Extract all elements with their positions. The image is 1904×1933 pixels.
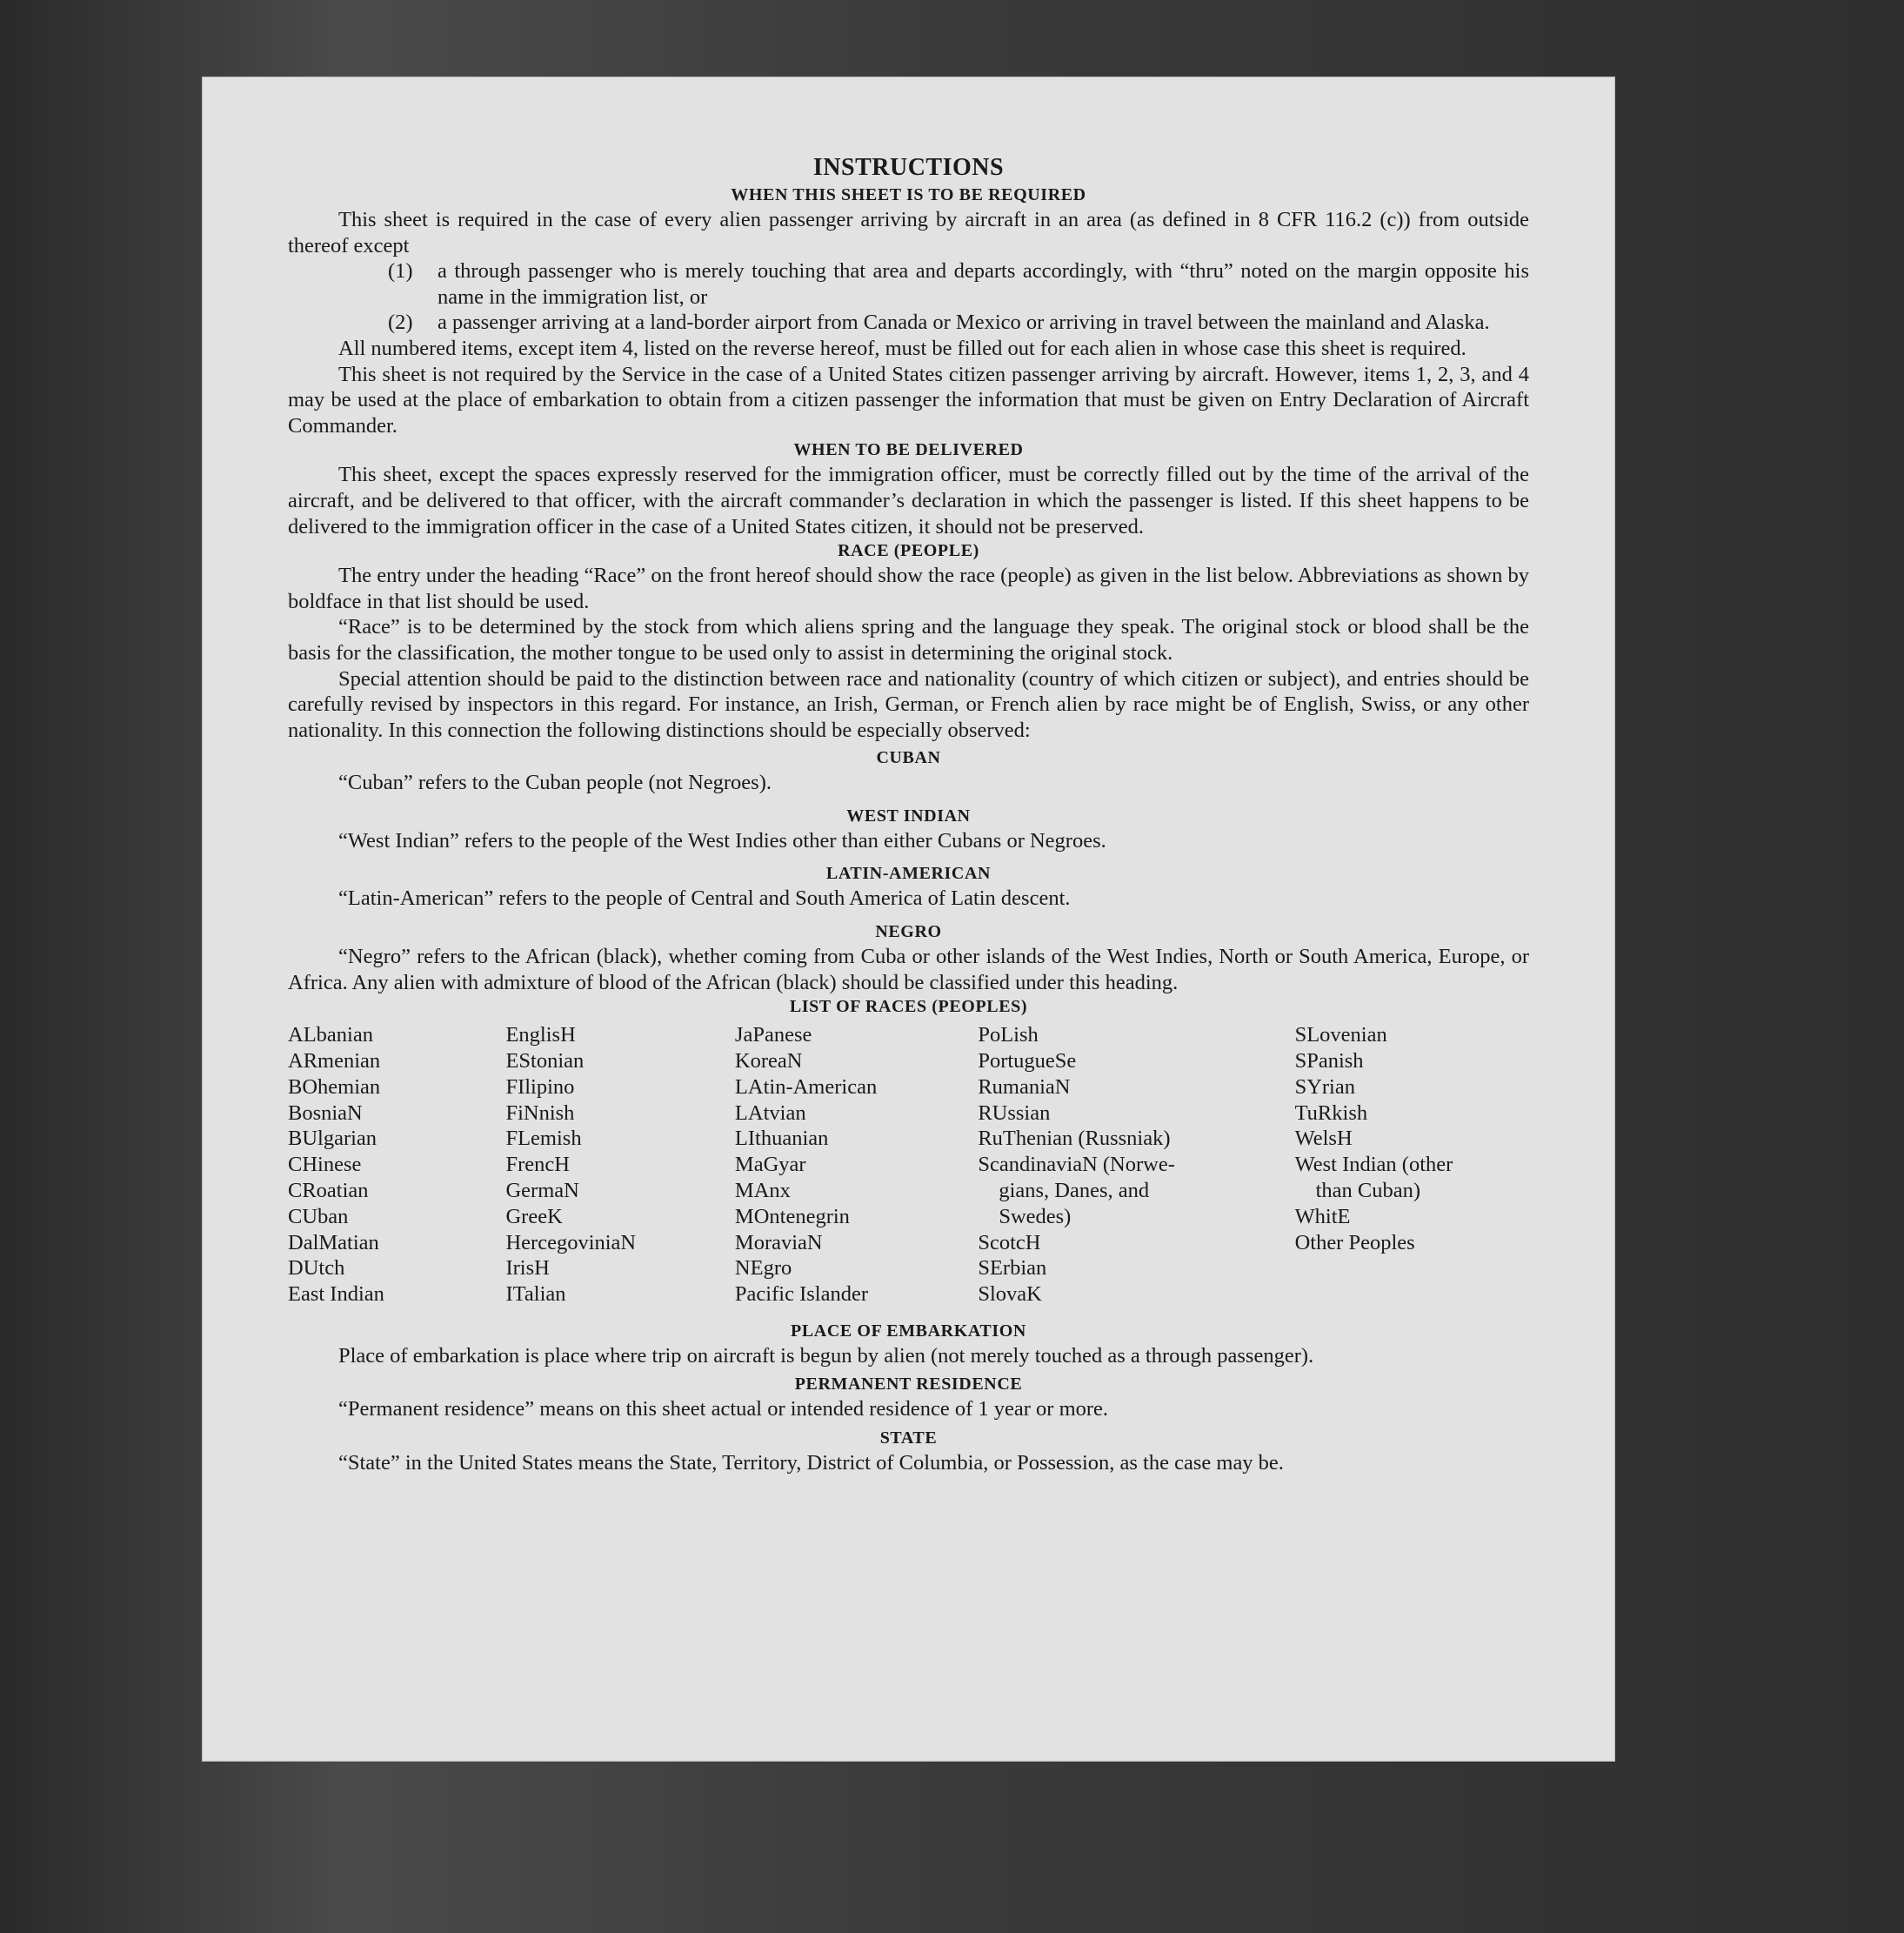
race-item: Pacific Islander <box>734 1282 868 1307</box>
section-heading-negro: NEGRO <box>875 922 942 942</box>
section-heading-residence: PERMANENT RESIDENCE <box>794 1374 1023 1394</box>
race-item: ARmenian <box>288 1049 381 1074</box>
race-item: DUtch <box>288 1256 345 1281</box>
list-item <box>288 310 1529 336</box>
race-item: MoraviaN <box>734 1230 823 1254</box>
race-item: GreeK <box>505 1204 563 1228</box>
race-item: RUssian <box>978 1100 1051 1125</box>
section-heading-latin-american: LATIN-AMERICAN <box>825 864 992 884</box>
race-item: MOntenegrin <box>734 1204 850 1228</box>
race-item: RuThenian (Russniak) <box>978 1127 1171 1151</box>
race-item: East Indian <box>288 1282 384 1307</box>
race-item: EStonian <box>505 1049 585 1074</box>
paragraph: “Negro” refers to the African (black), whether coming from Cuba or other islands of the West Indies, North or South America, Europe, or Africa. Any alien with admixture of blood of the African (black) should be classified under this heading. <box>288 945 1529 994</box>
race-item: HercegoviniaN <box>505 1230 637 1254</box>
race-item: gians, Danes, and <box>999 1179 1150 1203</box>
race-item: SYrian <box>1294 1074 1355 1099</box>
race-item: JaPanese <box>734 1023 812 1047</box>
race-item: PoLish <box>978 1023 1039 1047</box>
race-item: TuRkish <box>1294 1100 1368 1125</box>
list-item <box>288 258 1529 310</box>
paragraph: “Race” is to be determined by the stock from which aliens spring and the language they speak. The original stock or blood shall be the basis for the classification, the mother tongue to be used only to assist in determining the original stock. <box>288 615 1529 665</box>
race-item: ScotcH <box>978 1230 1041 1254</box>
races-column <box>978 1022 1294 1308</box>
race-item: Swedes) <box>999 1204 1072 1228</box>
race-item: West Indian (other <box>1294 1153 1453 1177</box>
list-item-text: a passenger arriving at a land-border airport from Canada or Mexico or arriving in travel between the mainland and Alaska. <box>438 311 1490 335</box>
race-item: MAnx <box>734 1179 791 1203</box>
race-item: IrisH <box>505 1256 550 1281</box>
races-column <box>288 1022 505 1308</box>
paragraph: All numbered items, except item 4, listed on the reverse hereof, must be filled out for each alien in whose case this sheet is required. <box>338 336 1466 360</box>
race-item: FiNnish <box>505 1100 575 1125</box>
section-heading-state: STATE <box>879 1428 938 1448</box>
paragraph: This sheet, except the spaces expressly reserved for the immigration officer, must be correctly filled out by the time of the arrival of the aircraft, and be delivered to that officer, with the aircraft commander’s declaration in which the passenger is listed. If this sheet happens to be delivered to the immigration officer in the case of a United States citizen, it should not be preserved. <box>288 463 1529 538</box>
race-item: SPanish <box>1294 1049 1364 1074</box>
paragraph: “State” in the United States means the State, Territory, District of Columbia, or Possession, as the case may be. <box>338 1451 1284 1475</box>
page-title: INSTRUCTIONS <box>812 154 1005 181</box>
paragraph: This sheet is not required by the Service in the case of a United States citizen passenger arriving by aircraft. However, items 1, 2, 3, and 4 may be used at the place of embarkation to obtain from a citizen passenger the information that must be given on Entry Declaration of Aircraft Commander. <box>288 362 1529 438</box>
race-item: EnglisH <box>505 1023 576 1047</box>
race-item: RumaniaN <box>978 1074 1071 1099</box>
race-item: CHinese <box>288 1153 362 1177</box>
race-item: ScandinaviaN (Norwe- <box>978 1153 1175 1177</box>
paragraph: This sheet is required in the case of every alien passenger arriving by aircraft in an area (as defined in 8 CFR 116.2 (c)) from outside thereof except <box>288 208 1529 258</box>
race-item: LIthuanian <box>734 1127 829 1151</box>
races-column <box>735 1022 978 1308</box>
section-heading-delivered: WHEN TO BE DELIVERED <box>793 440 1024 460</box>
race-item: CRoatian <box>288 1179 369 1203</box>
paragraph: “Latin-American” refers to the people of Central and South America of Latin descent. <box>338 886 1071 911</box>
race-item: KoreaN <box>734 1049 803 1074</box>
race-item: FrencH <box>505 1153 570 1177</box>
race-item: GermaN <box>505 1179 579 1203</box>
races-column <box>505 1022 734 1308</box>
race-item: BosniaN <box>288 1100 363 1125</box>
race-item: than Cuban) <box>1315 1179 1420 1203</box>
list-item-number: (2) <box>388 311 413 335</box>
section-heading-embarkation: PLACE OF EMBARKATION <box>791 1321 1026 1341</box>
race-item: WhitE <box>1294 1204 1351 1228</box>
race-item: FIlipino <box>505 1074 575 1099</box>
paragraph: Place of embarkation is place where trip on aircraft is begun by alien (not merely touched as a through passenger). <box>338 1344 1314 1368</box>
race-item: DalMatian <box>288 1230 379 1254</box>
races-column <box>1295 1022 1529 1308</box>
race-item: ALbanian <box>288 1023 373 1047</box>
race-item: MaGyar <box>734 1153 806 1177</box>
race-item: CUban <box>288 1204 349 1228</box>
paragraph: “Cuban” refers to the Cuban people (not Negroes). <box>338 771 772 795</box>
section-heading-cuban: CUBAN <box>876 748 941 768</box>
race-item: Other Peoples <box>1294 1230 1415 1254</box>
paragraph: Special attention should be paid to the distinction between race and nationality (country of which citizen or subject), and entries should be carefully revised by inspectors in this regard. For instance, an Irish, German, or French alien by race might be of English, Swiss, or any other nationality. In this connection the following distinctions should be especially observed: <box>288 666 1529 742</box>
section-heading-required: WHEN THIS SHEET IS TO BE REQUIRED <box>731 185 1086 204</box>
paragraph: The entry under the heading “Race” on the front hereof should show the race (people) as given in the list below. Abbreviations as shown by boldface in that list should be used. <box>288 564 1529 613</box>
section-heading-west-indian: WEST INDIAN <box>846 806 971 826</box>
race-item: FLemish <box>505 1127 582 1151</box>
paragraph: “Permanent residence” means on this sheet actual or intended residence of 1 year or more. <box>338 1396 1109 1421</box>
document-page <box>203 77 1614 1761</box>
race-item: SLovenian <box>1294 1023 1387 1047</box>
list-item-number: (1) <box>388 259 413 284</box>
paragraph: “West Indian” refers to the people of the West Indies other than either Cubans or Negroes. <box>338 828 1106 853</box>
race-item: LAtin-American <box>734 1074 878 1099</box>
section-heading-list-of-races: LIST OF RACES (PEOPLES) <box>789 997 1028 1017</box>
race-item: SErbian <box>978 1256 1047 1281</box>
races-table <box>288 1022 1529 1308</box>
race-item: BOhemian <box>288 1074 381 1099</box>
race-item: PortugueSe <box>978 1049 1077 1074</box>
race-item: LAtvian <box>734 1100 806 1125</box>
list-item-text: a through passenger who is merely touching that area and departs accordingly, with “thru” noted on the margin opposite his name in the immigration list, or <box>438 259 1529 309</box>
race-item: WelsH <box>1294 1127 1353 1151</box>
race-item: BUlgarian <box>288 1127 377 1151</box>
race-item: ITalian <box>505 1282 566 1307</box>
race-item: SlovaK <box>978 1282 1042 1307</box>
section-heading-race: RACE (PEOPLE) <box>838 541 979 561</box>
race-item: NEgro <box>734 1256 792 1281</box>
